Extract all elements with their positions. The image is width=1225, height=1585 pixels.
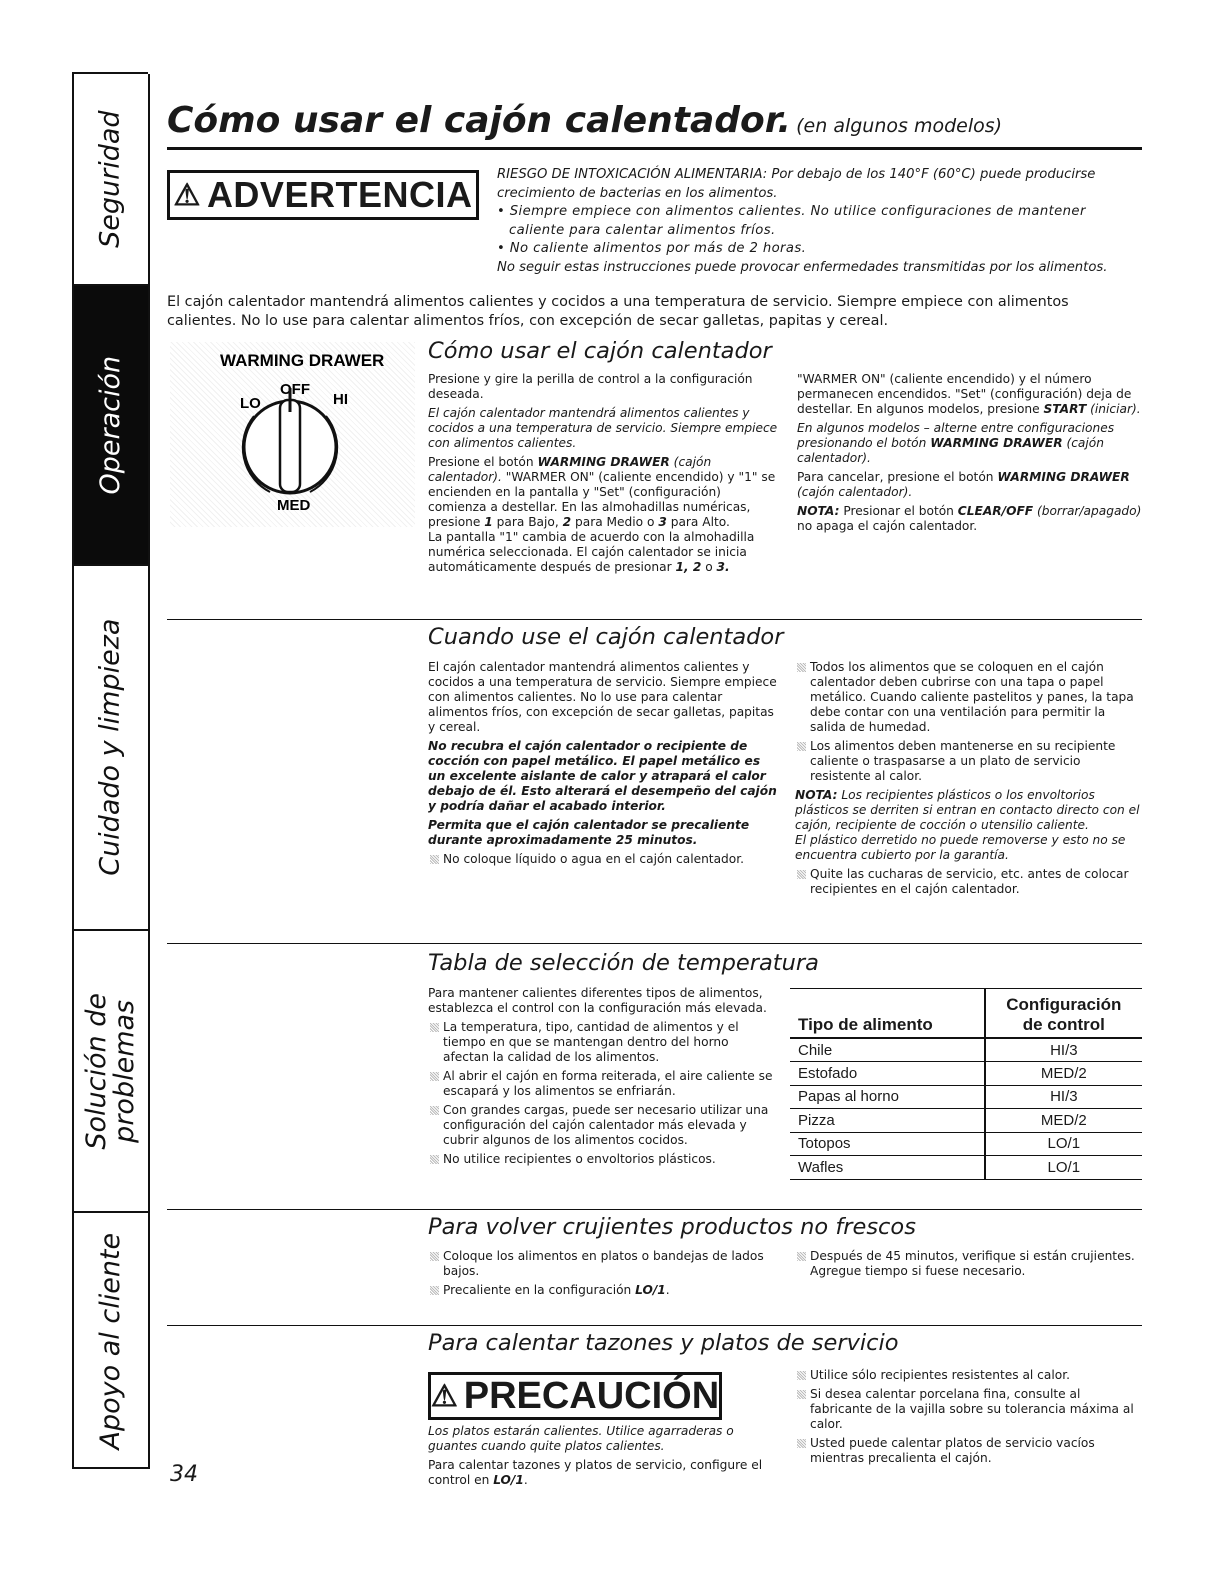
table-row	[790, 1085, 1142, 1109]
caution-label: PRECAUCIÓN	[463, 1374, 720, 1417]
s1-p3c: (cajón calentador).	[428, 455, 712, 484]
s2-left-p2: No recubra el cajón calentador o recipiente de cocción con papel metálico. El papel metálico es un excelente aislante de calor y atrapará el calor debajo de él. Esto alterará el desempeño del cajón y podría dañar el acabado interior.	[428, 739, 777, 813]
s1-p4d: 3.	[716, 560, 730, 574]
s1-p3d: "WARMER ON" (caliente encendido) y "1" se encienden en la pantalla y "Set" (configuración) comienza a destellar. En las almohadillas numéricas, presione	[428, 470, 776, 529]
table-cell-food: Totopos	[790, 1132, 985, 1156]
s1-p3a: Presione el botón	[428, 455, 538, 469]
table-cell-setting: MED/2	[985, 1109, 1142, 1133]
s5-p1	[428, 1458, 773, 1488]
s1-p3i: 3	[658, 515, 667, 529]
s1-p4c: o	[701, 560, 717, 574]
side-nav	[72, 72, 148, 1469]
s1-right-p4	[797, 504, 1142, 534]
page-title	[167, 100, 1002, 141]
tab-operacion[interactable]	[74, 286, 150, 566]
s1r-p4c: CLEAR/OFF	[957, 504, 1034, 518]
s4-bullet3: Después de 45 minutos, verifique si están crujientes. Agregue tiempo si fuese necesario.	[795, 1249, 1142, 1279]
s3-bullet1: La temperatura, tipo, cantidad de alimentos y el tiempo en que se mantengan dentro del horno afectan la calidad de los alimentos.	[428, 1020, 773, 1065]
table-cell-food: Papas al horno	[790, 1085, 985, 1109]
s5-p1a: Para calentar tazones y platos de servicio, configure el control en	[428, 1458, 763, 1487]
tab-solucion-label	[80, 992, 140, 1150]
section4-heading: Para volver crujientes productos no frescos	[428, 1214, 916, 1240]
page-title-main: Cómo usar el cajón calentador.	[167, 100, 792, 141]
s5-bullet1: Utilice sólo recipientes resistentes al calor.	[795, 1368, 1142, 1383]
knob-lo: LO	[240, 395, 261, 412]
table-cell-setting: MED/2	[985, 1062, 1142, 1086]
s2-left-p1: El cajón calentador mantendrá alimentos calientes y cocidos a una temperatura de servicio. Siempre empiece con alimentos calientes. No lo use para calentar alimentos fríos, con excepción de secar galletas, papitas y cereal.	[428, 660, 777, 734]
tab-seguridad-label: Seguridad	[94, 110, 126, 248]
warning-triangle-icon: ⚠	[173, 178, 201, 212]
section3-heading: Tabla de selección de temperatura	[428, 950, 819, 976]
s5-bullet3: Usted puede calentar platos de servicio vacíos mientras precalienta el cajón.	[795, 1436, 1142, 1466]
table-header-row	[790, 989, 1142, 1039]
s1-p3g: 2	[562, 515, 572, 529]
table-header-setting	[985, 989, 1142, 1039]
s1-right-p1	[797, 372, 1142, 417]
knob-title: WARMING DRAWER	[220, 351, 385, 370]
s1r-p3c: (cajón calentador).	[797, 485, 913, 499]
section2-left-col	[428, 660, 778, 871]
table-cell-food: Wafles	[790, 1156, 985, 1180]
s1r-p1b: START	[1043, 402, 1087, 416]
s2-right-note	[795, 788, 1142, 833]
warning-bullet2: • No caliente alimentos por más de 2 horas.	[497, 241, 807, 256]
tab-cuidado-limpieza[interactable]	[74, 566, 150, 931]
s1r-p2c: (cajón calentador).	[797, 436, 1104, 465]
section4-rule	[167, 1325, 1142, 1326]
s5-p1c: .	[523, 1473, 528, 1487]
section4-right-col	[795, 1249, 1142, 1283]
s2-note1: Los recipientes plásticos o los envoltorios plásticos se derriten si entran en contacto directo con el cajón, recipiente de cocción o utensilio caliente.	[795, 788, 1140, 832]
section3-rule	[167, 1209, 1142, 1210]
s4-bullet1: Coloque los alimentos en platos o bandejas de lados bajos.	[428, 1249, 773, 1279]
knob-med: MED	[277, 497, 311, 514]
s3-p1: Para mantener calientes diferentes tipos de alimentos, establezca el control con la configuración más elevada.	[428, 986, 767, 1015]
s1r-p3b: WARMING DRAWER	[997, 470, 1130, 484]
s1-left-p3	[428, 455, 778, 530]
s1-left-p1: Presione y gire la perilla de control a la configuración deseada.	[428, 372, 753, 401]
section3-left-col	[428, 986, 773, 1171]
section1-rule	[167, 619, 1142, 620]
table-row	[790, 1156, 1142, 1180]
table-row	[790, 1062, 1142, 1086]
s5-caution-text: Los platos estarán calientes. Utilice agarraderas o guantes cuando quite platos calientes.	[428, 1424, 734, 1453]
table-header-setting-line2: de control	[1022, 1015, 1105, 1034]
table-cell-food: Estofado	[790, 1062, 985, 1086]
s1-p3e: 1	[484, 515, 493, 529]
table-header-food: Tipo de alimento	[790, 989, 985, 1039]
section2-heading: Cuando use el cajón calentador	[428, 624, 784, 650]
tab-seguridad[interactable]	[74, 74, 150, 286]
s1r-p4a: NOTA:	[797, 504, 840, 518]
s1r-p1a: "WARMER ON" (caliente encendido) y el número permanecen encendidos. "Set" (configuración) deja de destellar. En algunos modelos, presione	[797, 372, 1132, 416]
tab-operacion-label: Operación	[94, 355, 126, 495]
tab-solucion-line1: Solución de	[80, 992, 112, 1150]
s2-note-label: NOTA:	[795, 788, 838, 802]
temperature-table	[790, 988, 1142, 1180]
s2-right-bullet3: Quite las cucharas de servicio, etc. antes de colocar recipientes en el cajón calentador.	[795, 867, 1142, 897]
intro-paragraph: El cajón calentador mantendrá alimentos calientes y cocidos a una temperatura de servicio. Siempre empiece con alimentos calientes. No lo use para calentar alimentos fríos, con excepción de secar galletas, papitas y cereal.	[167, 294, 1069, 329]
table-row	[790, 1038, 1142, 1062]
table-cell-food: Chile	[790, 1038, 985, 1062]
s1r-p2a: En algunos modelos – alterne entre configuraciones presionando el botón	[797, 421, 1115, 450]
warning-footer: No seguir estas instrucciones puede provocar enfermedades transmitidas por los alimentos.	[497, 259, 1108, 275]
s1-p3j: para Alto.	[666, 515, 730, 529]
section2-rule	[167, 943, 1142, 944]
tab-apoyo-cliente[interactable]	[74, 1213, 150, 1469]
table-cell-setting: HI/3	[985, 1038, 1142, 1062]
s4-b2c: .	[665, 1283, 670, 1297]
s1r-p3a: Para cancelar, presione el botón	[797, 470, 998, 484]
title-rule	[167, 147, 1142, 150]
warning-box	[167, 170, 479, 220]
section1-left-col	[428, 372, 778, 579]
tab-apoyo-label: Apoyo al cliente	[94, 1232, 126, 1450]
warning-bullet1: • Siempre empiece con alimentos calientes. No utilice configuraciones de mantener caliente para calentar alimentos fríos.	[497, 204, 1086, 238]
s5-p1b: LO/1	[493, 1473, 524, 1487]
table-cell-setting: LO/1	[985, 1132, 1142, 1156]
s1-p3f: para Bajo,	[492, 515, 563, 529]
caution-triangle-icon: ⚠	[430, 1379, 458, 1413]
s4-b2a: Precaliente en la configuración	[443, 1283, 636, 1297]
s1-p4a: La pantalla "1" cambia de acuerdo con la almohadilla numérica seleccionada. El cajón calentador se inicia automáticamente después de presionar	[428, 530, 755, 574]
page-number: 34	[170, 1462, 198, 1487]
s3-bullet3: Con grandes cargas, puede ser necesario utilizar una configuración del cajón calentador más elevada y cubrir algunos de los alimentos cocidos.	[428, 1103, 773, 1148]
section5-heading: Para calentar tazones y platos de servicio	[428, 1330, 899, 1356]
table-row	[790, 1109, 1142, 1133]
s1-right-p3	[797, 470, 1142, 500]
s1r-p4b: Presionar el botón	[839, 504, 958, 518]
section1-heading: Cómo usar el cajón calentador	[428, 338, 772, 364]
s2-right-note2: El plástico derretido no puede removerse y esto no se encuentra cubierto por la garantía.	[795, 833, 1126, 862]
table-cell-food: Pizza	[790, 1109, 985, 1133]
s2-left-p3: Permita que el cajón calentador se precaliente durante aproximadamente 25 minutos.	[428, 818, 750, 847]
s2-right-bullet1: Todos los alimentos que se coloquen en el cajón calentador deben cubrirse con una tapa o papel metálico. Cuando caliente pastelitos y panes, la tapa debe contar con una ventilación para permitir la salida de humedad.	[795, 660, 1142, 735]
warning-text	[497, 166, 1137, 277]
caution-box	[428, 1372, 722, 1420]
s1-left-p4	[428, 530, 778, 575]
table-cell-setting: HI/3	[985, 1085, 1142, 1109]
s4-b2b: LO/1	[635, 1283, 666, 1297]
section5-left-col	[428, 1424, 773, 1492]
s1-p4b: 1, 2	[675, 560, 702, 574]
s3-bullet2: Al abrir el cajón en forma reiterada, el aire caliente se escapará y los alimentos se enfriarán.	[428, 1069, 773, 1099]
warning-label: ADVERTENCIA	[206, 174, 473, 215]
s2-left-bullet1: No coloque líquido o agua en el cajón calentador.	[428, 852, 778, 867]
tab-solucion-line2: problemas	[109, 999, 140, 1143]
s5-bullet2: Si desea calentar porcelana fina, consulte al fabricante de la vajilla sobre su tolerancia máxima al calor.	[795, 1387, 1142, 1432]
warning-line1: RIESGO DE INTOXICACIÓN ALIMENTARIA: Por debajo de los 140°F (60°C) puede producirse crecimiento de bacterias en los alimentos.	[497, 167, 1096, 201]
section5-right-col	[795, 1368, 1142, 1470]
section1-right-col	[797, 372, 1142, 538]
s2-right-bullet2: Los alimentos deben mantenerse en su recipiente caliente o traspasarse a un plato de servicio resistente al calor.	[795, 739, 1142, 784]
tab-solucion-problemas[interactable]	[74, 931, 150, 1213]
page-title-sub: (en algunos modelos)	[796, 115, 1003, 137]
table-row	[790, 1132, 1142, 1156]
s1r-p4d: (borrar/apagado)	[1033, 504, 1142, 518]
s4-bullet2	[428, 1283, 773, 1298]
s1r-p1c: (iniciar).	[1086, 402, 1141, 416]
knob-icon	[170, 342, 415, 527]
s3-bullet4: No utilice recipientes o envoltorios plásticos.	[428, 1152, 773, 1167]
warming-drawer-knob-illustration	[170, 342, 415, 527]
s1-p3b: WARMING DRAWER	[537, 455, 670, 469]
knob-hi: HI	[333, 391, 348, 408]
table-header-setting-line1: Configuración	[1006, 995, 1122, 1014]
s1-right-p2	[797, 421, 1142, 466]
tab-cuidado-label: Cuidado y limpieza	[94, 618, 126, 877]
s1-left-p2: El cajón calentador mantendrá alimentos calientes y cocidos a una temperatura de servicio. Siempre empiece con alimentos calientes.	[428, 406, 778, 450]
section4-left-col	[428, 1249, 773, 1302]
s1r-p2b: WARMING DRAWER	[930, 436, 1063, 450]
s1-p3h: para Medio o	[571, 515, 659, 529]
section2-right-col	[795, 660, 1142, 901]
table-cell-setting: LO/1	[985, 1156, 1142, 1180]
s1r-p4e: no apaga el cajón calentador.	[797, 519, 978, 533]
knob-off: OFF	[280, 381, 310, 398]
